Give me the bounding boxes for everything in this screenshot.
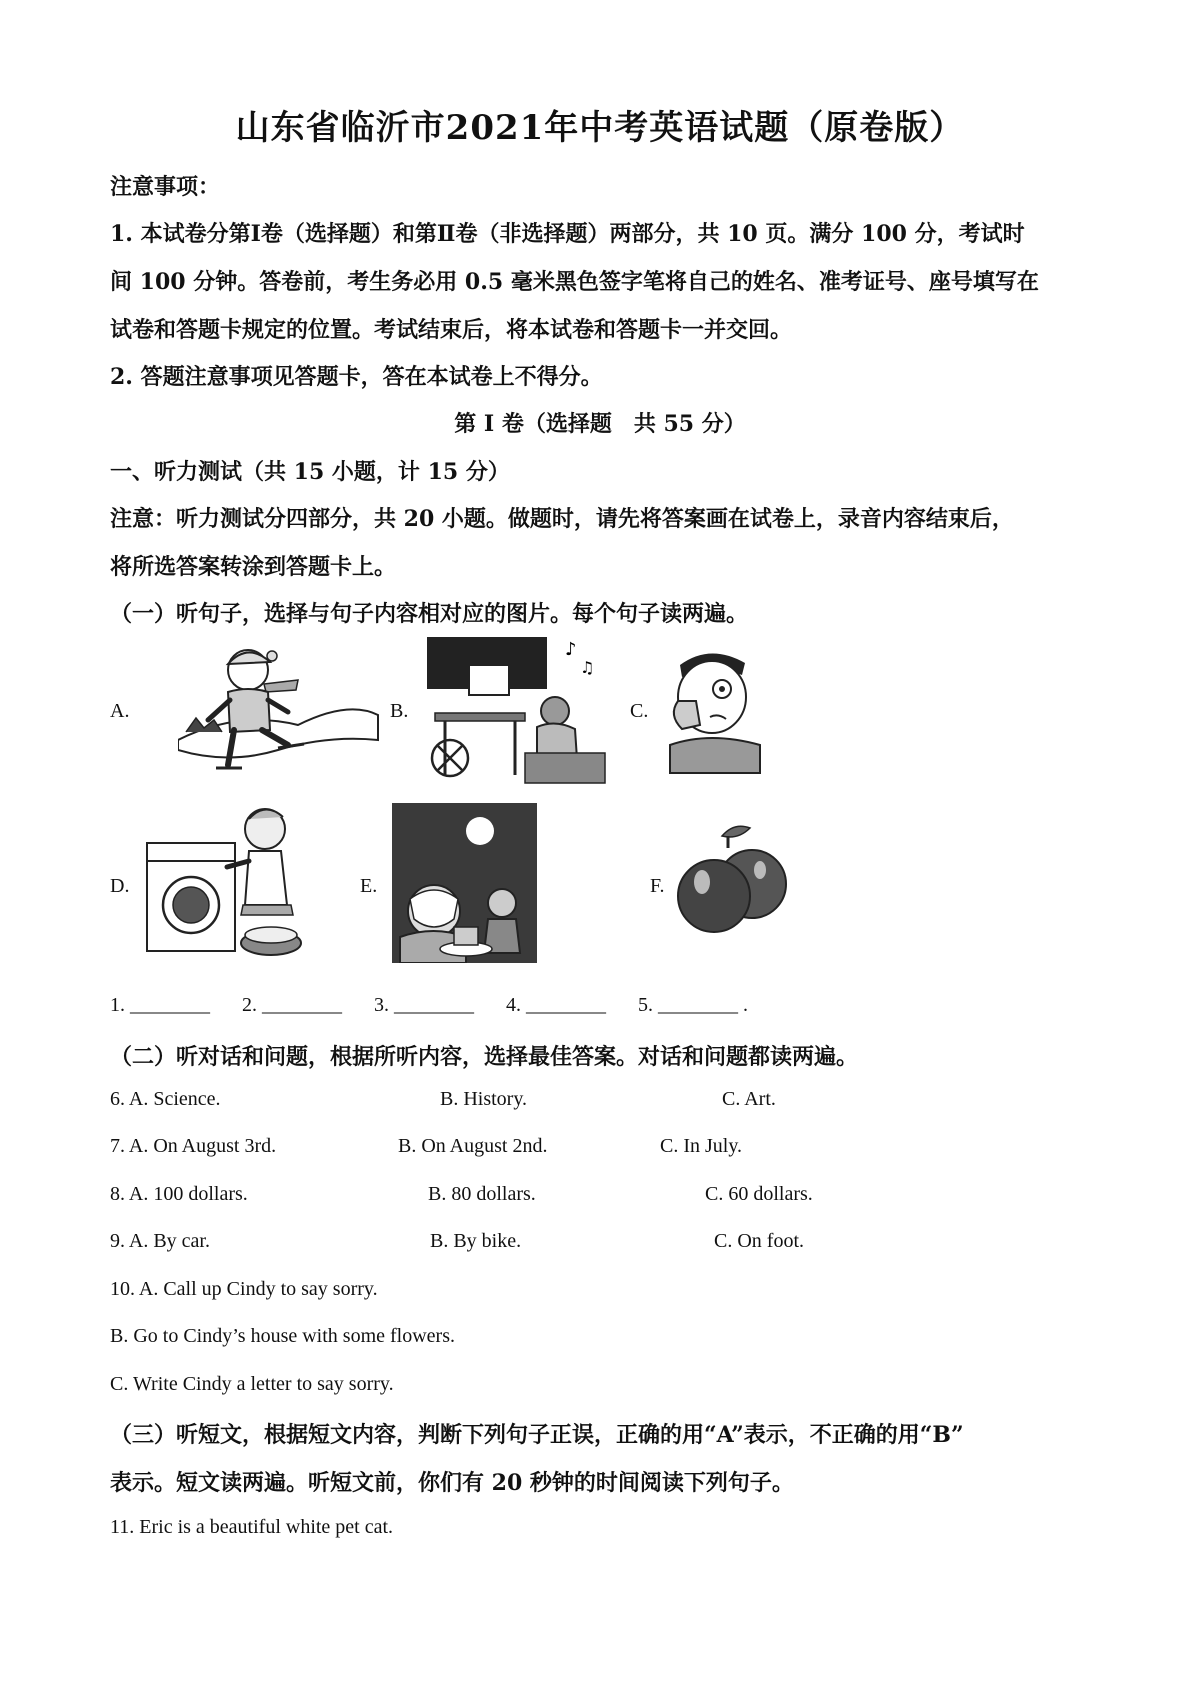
blank-2: 2. ________ xyxy=(242,994,342,1016)
notes-item1-line2: 间 100 分钟。答卷前，考生务必用 0.5 毫米黑色签字笔将自己的姓名、准考证号、座号填写在 xyxy=(110,269,1039,295)
section1-heading: 一、听力测试（共 15 小题，计 15 分） xyxy=(110,459,510,485)
q9-option-b: B. By bike. xyxy=(430,1230,522,1252)
q11: 11. Eric is a beautiful white pet cat. xyxy=(110,1516,394,1538)
blank-3: 3. ________ xyxy=(374,994,474,1016)
notes-item1-line3: 试卷和答题卡规定的位置。考试结束后，将本试卷和答题卡一并交回。 xyxy=(110,317,793,343)
q10-option-b: B. Go to Cindy’s house with some flowers. xyxy=(110,1325,455,1347)
section1-note-line2: 将所选答案转涂到答题卡上。 xyxy=(110,554,397,580)
notes-item1-line1: 1. 本试卷分第Ⅰ卷（选择题）和第Ⅱ卷（非选择题）两部分，共 10 页。满分 100 分，考试时 xyxy=(110,221,1025,247)
classroom-no-singing-picture xyxy=(425,635,610,785)
ice-skating-picture xyxy=(178,640,383,780)
q7-option-a: 7. A. On August 3rd. xyxy=(110,1135,277,1157)
blank-1: 1. ________ xyxy=(110,994,210,1016)
part3-heading-line2: 表示。短文读两遍。听短文前，你们有 20 秒钟的时间阅读下列句子。 xyxy=(110,1470,794,1496)
part1-heading: （一）听句子，选择与句子内容相对应的图片。每个句子读两遍。 xyxy=(110,601,749,627)
q8-option-c: C. 60 dollars. xyxy=(705,1183,813,1205)
q9-option-a: 9. A. By car. xyxy=(110,1230,210,1252)
page-title: 山东省临沂市2021年中考英语试题（原卷版） xyxy=(235,108,965,148)
picture-label-f: F. xyxy=(650,875,665,897)
q6-option-c: C. Art. xyxy=(722,1088,776,1110)
q8-option-b: B. 80 dollars. xyxy=(428,1183,536,1205)
picture-label-b: B. xyxy=(390,700,409,722)
picture-label-a: A. xyxy=(110,700,130,722)
section1-note-line1: 注意：听力测试分四部分，共 20 小题。做题时，请先将答案画在试卷上，录音内容结束后， xyxy=(110,506,1014,532)
mid-autumn-moon-picture xyxy=(392,803,537,963)
q10-option-c: C. Write Cindy a letter to say sorry. xyxy=(110,1373,394,1395)
notes-item2: 2. 答题注意事项见答题卡，答在本试卷上不得分。 xyxy=(110,364,603,390)
q7-option-c: C. In July. xyxy=(660,1135,743,1157)
blank-4: 4. ________ xyxy=(506,994,606,1016)
volume-heading: 第 I 卷（选择题 共 55 分） xyxy=(454,411,746,437)
q6-option-a: 6. A. Science. xyxy=(110,1088,221,1110)
picture-label-c: C. xyxy=(630,700,649,722)
q8-option-a: 8. A. 100 dollars. xyxy=(110,1183,248,1205)
svg-text:♫: ♫ xyxy=(580,658,595,677)
svg-text:♪: ♪ xyxy=(565,639,577,660)
q10-option-a: 10. A. Call up Cindy to say sorry. xyxy=(110,1278,378,1300)
picture-label-e: E. xyxy=(360,875,378,897)
part3-heading-line1: （三）听短文，根据短文内容，判断下列句子正误，正确的用“A”表示，不正确的用“B” xyxy=(110,1422,964,1448)
q7-option-b: B. On August 2nd. xyxy=(398,1135,548,1157)
q6-option-b: B. History. xyxy=(440,1088,528,1110)
toothache-picture xyxy=(660,645,770,775)
q9-option-c: C. On foot. xyxy=(714,1230,804,1252)
washing-machine-picture xyxy=(145,805,315,960)
blank-5: 5. ________ . xyxy=(638,994,748,1016)
notes-heading: 注意事项： xyxy=(110,174,221,200)
apples-picture xyxy=(672,822,790,944)
picture-label-d: D. xyxy=(110,875,130,897)
part2-heading: （二）听对话和问题，根据所听内容，选择最佳答案。对话和问题都读两遍。 xyxy=(110,1044,859,1070)
